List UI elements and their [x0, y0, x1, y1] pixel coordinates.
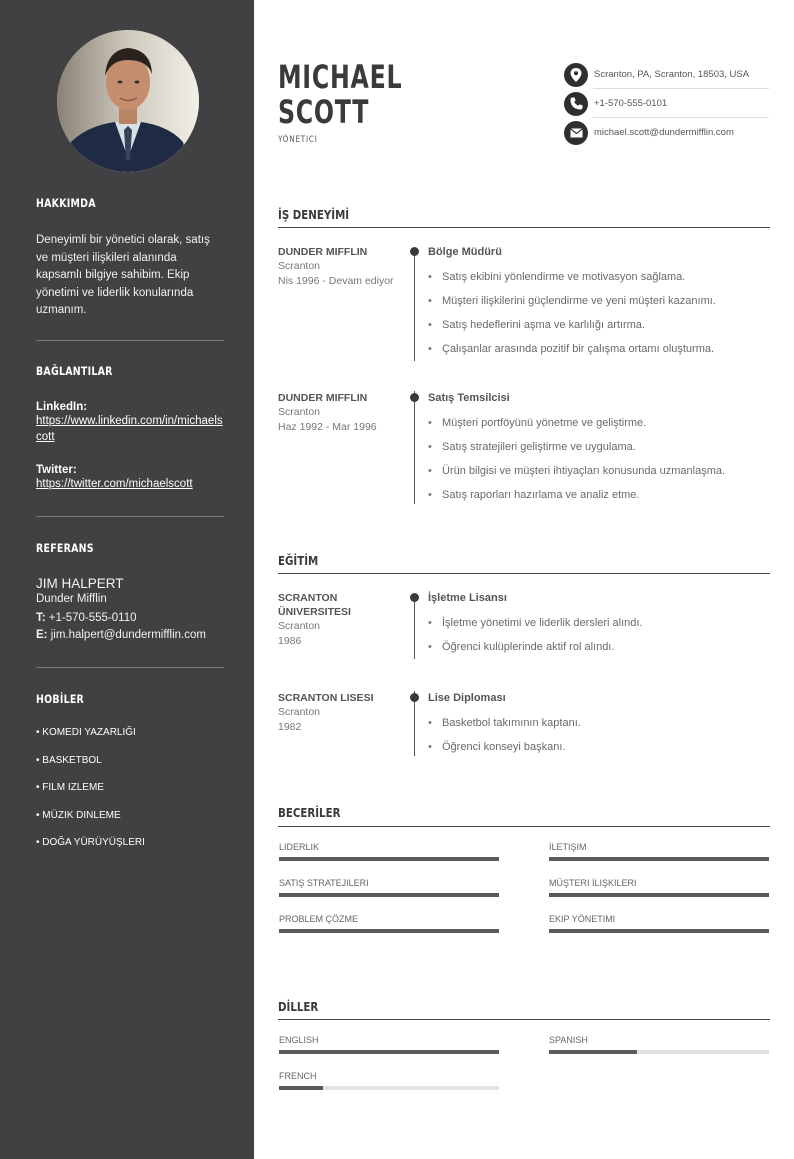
- skill-bar-fill: [279, 857, 499, 861]
- entry-bullet: • Satış raporları hazırlama ve analiz etme.: [428, 488, 768, 502]
- reference-name: JIM HALPERT: [36, 576, 124, 591]
- language-bar-fill: [549, 1050, 637, 1054]
- hobby-item: • MÜZIK DINLEME: [36, 809, 121, 821]
- language-item: [549, 1035, 769, 1054]
- skill-bar-fill: [279, 929, 499, 933]
- last-name: SCOTT: [278, 93, 370, 131]
- language-bar: [279, 1050, 499, 1054]
- full-name: [278, 60, 402, 130]
- timeline-line: [414, 391, 415, 504]
- entry-bullet: • Satış ekibini yönlendirme ve motivasyon sağlama.: [428, 270, 768, 284]
- timeline-dot: [410, 593, 419, 602]
- links-title: BAĞLANTILAR: [36, 364, 113, 378]
- skill-label: LIDERLIK: [279, 842, 320, 852]
- entry-location: Scranton: [278, 260, 321, 272]
- language-bar: [279, 1086, 499, 1090]
- section-rule: [278, 573, 770, 574]
- language-label: FRENCH: [279, 1071, 317, 1081]
- entry-location: Scranton: [278, 406, 321, 418]
- linkedin-link[interactable]: https://www.linkedin.com/in/michaelscott: [36, 415, 223, 443]
- entry-position: İşletme Lisansı: [428, 592, 507, 604]
- reference-email-label: E:: [36, 629, 48, 641]
- timeline-line: [414, 595, 415, 659]
- timeline-dot: [410, 693, 419, 702]
- language-item: [279, 1035, 499, 1054]
- skill-item: [549, 878, 769, 897]
- twitter-link[interactable]: https://twitter.com/michaelscott: [36, 478, 193, 490]
- timeline-dot: [410, 247, 419, 256]
- job-title: YÖNETICI: [278, 135, 318, 145]
- phone-text: +1-570-555-0101: [594, 98, 668, 109]
- skill-label: SATIŞ STRATEJILERI: [279, 878, 369, 888]
- timeline-dot: [410, 393, 419, 402]
- hobby-item: • FILM IZLEME: [36, 782, 104, 793]
- entry-org: DUNDER MIFFLIN: [278, 246, 368, 258]
- language-item: [279, 1071, 499, 1090]
- skill-bar-fill: [549, 857, 769, 861]
- reference-phone: [36, 610, 224, 627]
- contact-address: [564, 60, 769, 89]
- skill-bar: [279, 857, 499, 861]
- reference-phone-label: T:: [36, 612, 46, 624]
- entry-position: Lise Diploması: [428, 692, 506, 704]
- sidebar-divider: [36, 516, 224, 517]
- education-title: EĞİTİM: [278, 553, 319, 568]
- reference-company: Dunder Mifflin: [36, 593, 107, 605]
- entry-bullet: • Satış hedeflerini aşma ve karlılığı artırma.: [428, 318, 768, 332]
- email-icon: [564, 121, 588, 145]
- entry-org: SCRANTON ÜNIVERSITESI: [278, 592, 351, 618]
- skill-label: İLETIŞIM: [549, 842, 587, 852]
- language-bar-fill: [279, 1050, 499, 1054]
- language-label: ENGLISH: [279, 1035, 319, 1045]
- phone-icon: [564, 92, 588, 116]
- entry-dates: Haz 1992 - Mar 1996: [278, 420, 377, 433]
- entry-bullet: • Satış stratejileri geliştirme ve uygulama.: [428, 440, 768, 454]
- skill-bar: [279, 929, 499, 933]
- linkedin-label: LinkedIn:: [36, 401, 88, 413]
- skill-bar-fill: [549, 929, 769, 933]
- section-rule: [278, 227, 770, 228]
- sidebar-divider: [36, 340, 224, 341]
- language-label: SPANISH: [549, 1035, 588, 1045]
- timeline-line: [414, 249, 415, 361]
- entry-bullet: • Çalışanlar arasında pozitif bir çalışma ortamı oluşturma.: [428, 342, 768, 356]
- entry-dates: Nis 1996 - Devam ediyor: [278, 274, 394, 287]
- hobby-item: • DOĞA YÜRÜYÜŞLERI: [36, 837, 145, 848]
- about-title: HAKKIMDA: [36, 196, 96, 210]
- entry-bullet: • Basketbol takımının kaptanı.: [428, 716, 768, 730]
- about-text: Deneyimli bir yönetici olarak, satış ve müşteri ilişkileri alanında kapsamlı bilgiye sahibim. Ekip yönetimi ve liderlik konularında uzmanım.: [36, 234, 210, 316]
- contact-email: [564, 118, 769, 147]
- skill-item: [549, 842, 769, 861]
- skill-item: [549, 914, 769, 933]
- entry-location: Scranton: [278, 620, 321, 632]
- hobbies-title: HOBİLER: [36, 692, 85, 706]
- section-rule: [278, 1019, 770, 1020]
- email-text[interactable]: michael.scott@dundermifflin.com: [594, 127, 734, 138]
- skill-bar: [279, 893, 499, 897]
- language-bar: [549, 1050, 769, 1054]
- entry-bullet: • Öğrenci konseyi başkanı.: [428, 740, 768, 754]
- skill-bar-fill: [279, 893, 499, 897]
- address-text: Scranton, PA, Scranton, 18503, USA: [594, 69, 750, 80]
- entry-bullet: • Ürün bilgisi ve müşteri ihtiyaçları konusunda uzmanlaşma.: [428, 464, 768, 478]
- entry-dates: 1982: [278, 720, 302, 733]
- location-icon: [564, 63, 588, 87]
- skills-title: BECERİLER: [278, 805, 341, 820]
- skill-item: [279, 878, 499, 897]
- hobby-item: • KOMEDI YAZARLIĞI: [36, 727, 136, 738]
- entry-position: Bölge Müdürü: [428, 246, 502, 258]
- sidebar-divider: [36, 667, 224, 668]
- reference-email-value: jim.halpert@dundermifflin.com: [50, 629, 206, 641]
- reference-title: REFERANS: [36, 541, 94, 555]
- entry-location: Scranton: [278, 706, 321, 718]
- skill-bar-fill: [549, 893, 769, 897]
- skill-item: [279, 842, 499, 861]
- skill-label: PROBLEM ÇÖZME: [279, 914, 359, 924]
- experience-title: İŞ DENEYİMİ: [278, 207, 350, 222]
- skill-label: MÜŞTERI İLIŞKILERI: [549, 878, 637, 888]
- skill-label: EKIP YÖNETIMI: [549, 914, 616, 924]
- first-name: MICHAEL: [278, 58, 403, 96]
- skill-item: [279, 914, 499, 933]
- language-bar-fill: [279, 1086, 323, 1090]
- reference-phone-value: +1-570-555-0110: [48, 612, 137, 624]
- skill-bar: [549, 893, 769, 897]
- entry-bullet: • İşletme yönetimi ve liderlik dersleri alındı.: [428, 616, 768, 630]
- entry-org: SCRANTON LISESI: [278, 692, 374, 704]
- avatar: [57, 30, 199, 172]
- entry-dates: 1986: [278, 634, 302, 647]
- entry-bullet: • Müşteri ilişkilerini güçlendirme ve yeni müşteri kazanımı.: [428, 294, 768, 308]
- skill-bar: [549, 929, 769, 933]
- reference-email: [36, 627, 224, 644]
- entry-bullet: • Müşteri portföyünü yönetme ve geliştirme.: [428, 416, 768, 430]
- entry-bullet: • Öğrenci kulüplerinde aktif rol alındı.: [428, 640, 768, 654]
- sidebar: [0, 0, 254, 1159]
- hobby-item: • BASKETBOL: [36, 754, 102, 766]
- contact-phone: [564, 89, 769, 118]
- twitter-label: Twitter:: [36, 464, 77, 476]
- skill-bar: [549, 857, 769, 861]
- entry-org: DUNDER MIFFLIN: [278, 392, 368, 404]
- section-rule: [278, 826, 770, 827]
- entry-position: Satış Temsilcisi: [428, 392, 510, 404]
- profile-photo: [57, 30, 199, 172]
- languages-title: DİLLER: [278, 999, 319, 1014]
